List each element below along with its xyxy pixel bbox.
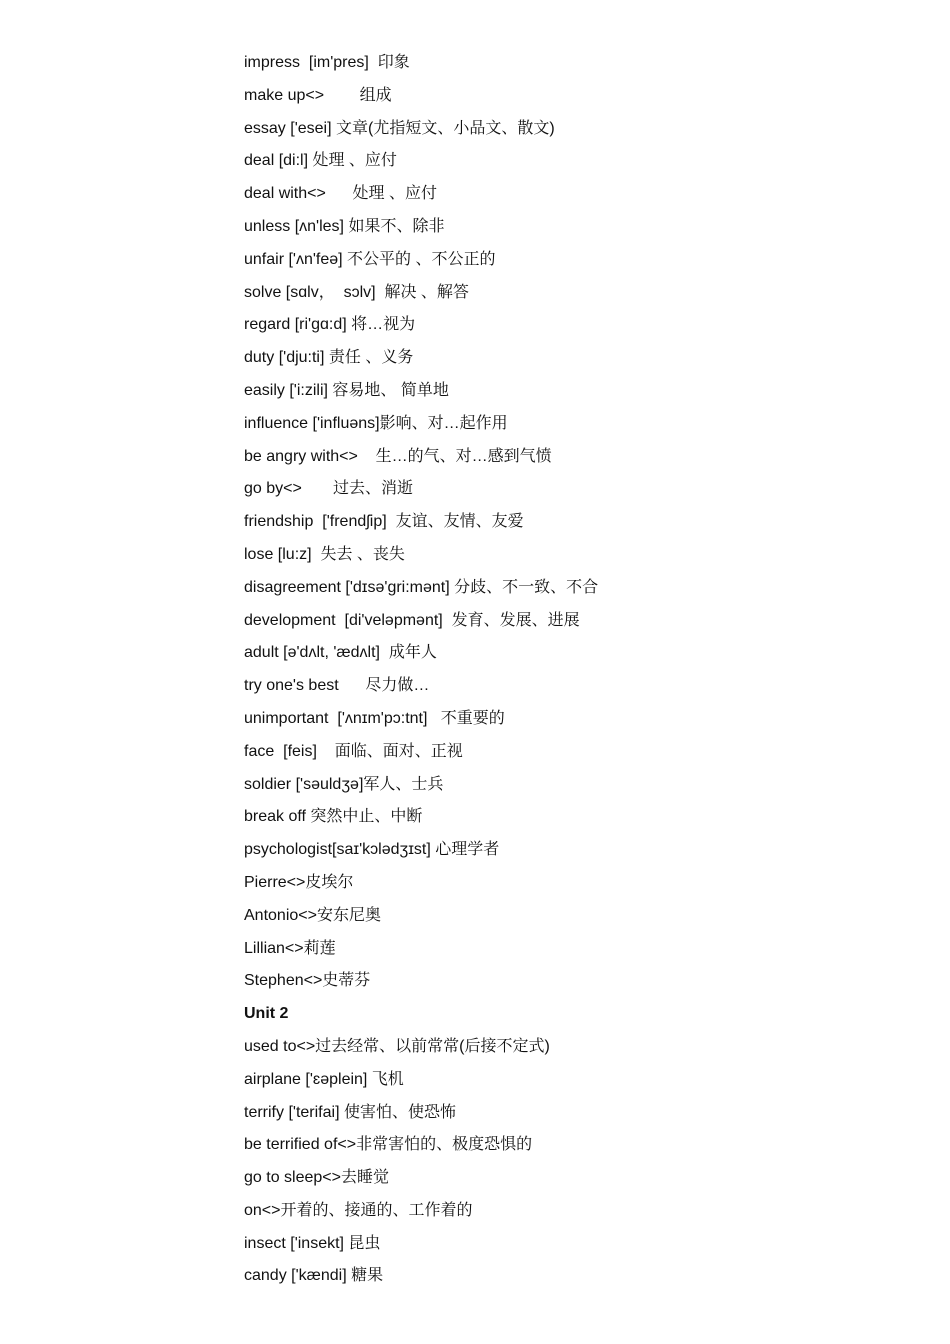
vocab-entry: be angry with<> 生…的气、对…感到气愤 bbox=[244, 447, 552, 465]
vocab-entry: be terrified of<>非常害怕的、极度恐惧的 bbox=[244, 1136, 533, 1154]
vocab-entry: face [feis] 面临、面对、正视 bbox=[244, 742, 463, 760]
unit-heading: Unit 2 bbox=[244, 1005, 289, 1023]
vocab-entry: unfair ['ʌn'feə] 不公平的 、不公正的 bbox=[244, 250, 496, 268]
vocab-entry: Stephen<>史蒂芬 bbox=[244, 972, 371, 990]
vocab-entry: influence ['influəns]影响、对…起作用 bbox=[244, 414, 508, 432]
vocab-entry: unimportant ['ʌnɪm'pɔ:tnt] 不重要的 bbox=[244, 709, 505, 727]
vocab-entry: terrify ['terifai] 使害怕、使恐怖 bbox=[244, 1103, 456, 1121]
vocab-entry: make up<> 组成 bbox=[244, 86, 392, 104]
vocab-entry: break off 突然中止、中断 bbox=[244, 808, 423, 826]
vocab-entry: Pierre<>皮埃尔 bbox=[244, 873, 354, 891]
vocab-entry: unless [ʌn'les] 如果不、除非 bbox=[244, 217, 445, 235]
vocab-entry: duty ['dju:ti] 责任 、义务 bbox=[244, 349, 414, 367]
vocab-entry: soldier ['səuldʒə]军人、士兵 bbox=[244, 775, 444, 793]
vocab-entry: used to<>过去经常、以前常常(后接不定式) bbox=[244, 1037, 550, 1055]
vocab-entry: development [di'veləpmənt] 发育、发展、进展 bbox=[244, 611, 580, 629]
vocab-entry: deal with<> 处理 、应付 bbox=[244, 185, 437, 203]
vocab-entry: impress [im'pres] 印象 bbox=[244, 54, 410, 71]
vocab-entry: friendship ['frendʃip] 友谊、友情、友爱 bbox=[244, 513, 524, 531]
vocab-entry: candy ['kændi] 糖果 bbox=[244, 1267, 384, 1285]
vocab-entry: on<>开着的、接通的、工作着的 bbox=[244, 1201, 473, 1219]
vocabulary-list bbox=[244, 50, 598, 1296]
vocab-entry: regard [ri'ɡɑ:d] 将…视为 bbox=[244, 316, 416, 334]
vocab-entry: adult [ə'dʌlt, 'ædʌlt] 成年人 bbox=[244, 644, 437, 662]
vocab-entry: easily ['i:zili] 容易地、 简单地 bbox=[244, 381, 449, 399]
vocab-entry: Antonio<>安东尼奥 bbox=[244, 906, 381, 924]
vocab-entry: insect ['insekt] 昆虫 bbox=[244, 1234, 381, 1252]
vocab-entry: psychologist[saɪ'kɔlədʒɪst] 心理学者 bbox=[244, 841, 500, 859]
vocab-entry: disagreement ['dɪsə'gri:mənt] 分歧、不一致、不合 bbox=[244, 578, 599, 596]
vocab-entry: solve [sɑlv， sɔlv] 解决 、解答 bbox=[244, 283, 469, 301]
vocab-entry: essay ['esei] 文章(尤指短文、小品文、散文) bbox=[244, 119, 555, 137]
vocab-entry: airplane ['ɛəplein] 飞机 bbox=[244, 1070, 404, 1088]
vocab-entry: try one's best 尽力做… bbox=[244, 677, 430, 695]
vocab-entry: deal [di:l] 处理 、应付 bbox=[244, 152, 397, 170]
vocab-entry: go by<> 过去、消逝 bbox=[244, 480, 413, 498]
vocab-entry: Lillian<>莉莲 bbox=[244, 939, 336, 957]
vocab-entry: lose [lu:z] 失去 、丧失 bbox=[244, 545, 405, 563]
vocab-entry: go to sleep<>去睡觉 bbox=[244, 1169, 389, 1187]
